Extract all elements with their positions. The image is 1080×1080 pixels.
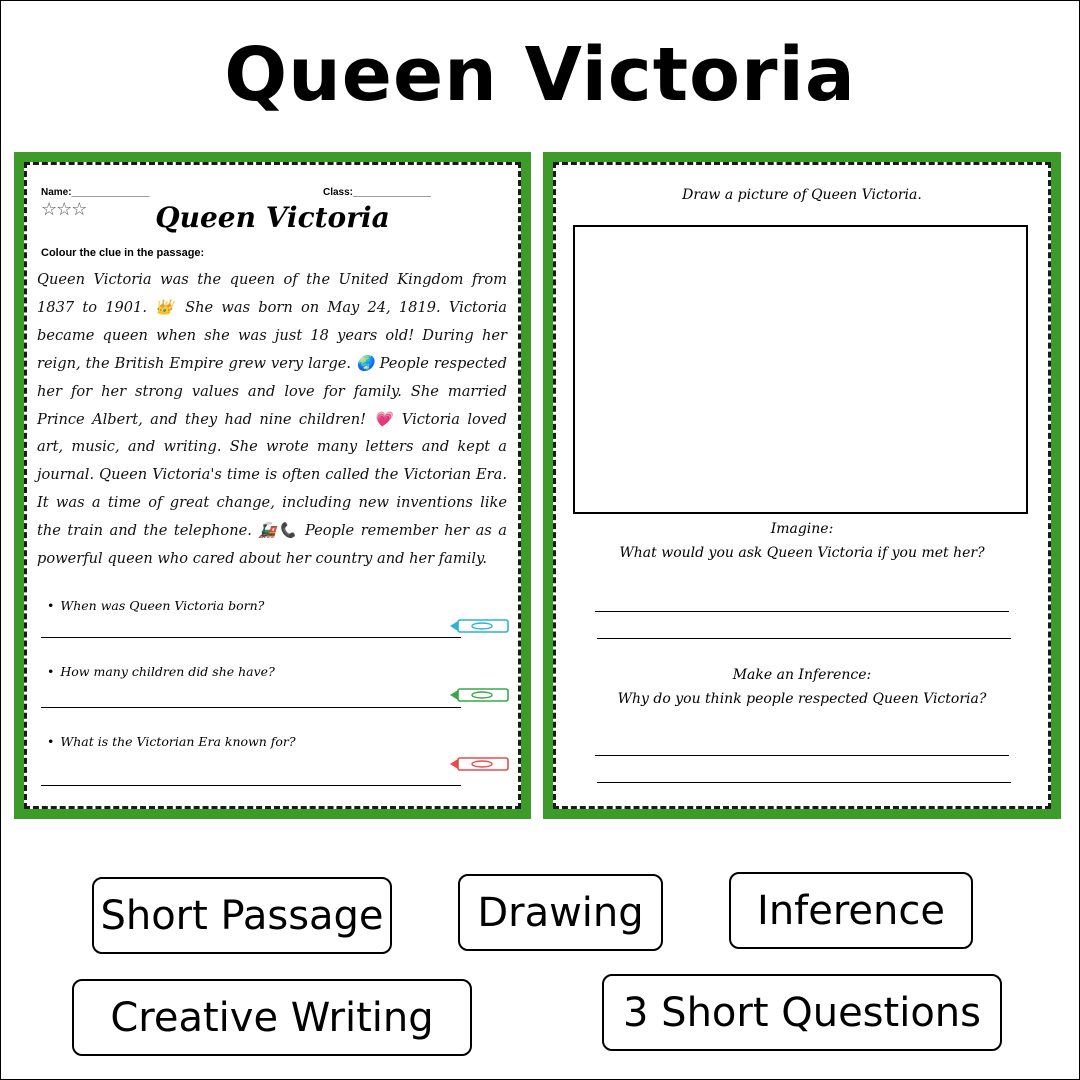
draw-prompt: Draw a picture of Queen Victoria. [682, 187, 922, 203]
answer-line[interactable] [41, 785, 461, 786]
worksheet-preview-passage [14, 152, 531, 819]
crayon-icon [450, 755, 512, 773]
answer-line[interactable] [41, 707, 461, 708]
crayon-icon [450, 617, 512, 635]
tag-short-passage[interactable]: Short Passage [92, 877, 392, 954]
worksheet-title: Queen Victoria [155, 201, 390, 234]
rating-stars-icon: ☆☆☆ [41, 199, 87, 220]
tag-creative-writing[interactable]: Creative Writing [72, 979, 472, 1056]
worksheet-preview-drawing [543, 152, 1061, 819]
answer-line[interactable] [595, 611, 1009, 612]
worksheet-instruction: Colour the clue in the passage: [41, 247, 205, 259]
worksheet-page [24, 162, 521, 809]
answer-line[interactable] [41, 637, 461, 638]
answer-line[interactable] [597, 782, 1011, 783]
page-title: Queen Victoria [224, 32, 856, 118]
question-item: • How many children did she have? [47, 664, 275, 679]
answer-line[interactable] [595, 755, 1009, 756]
answer-line[interactable] [597, 638, 1011, 639]
question-text: What is the Victorian Era known for? [60, 734, 296, 749]
inference-label: Make an Inference: [732, 667, 872, 683]
question-text: How many children did she have? [60, 664, 275, 679]
crayon-icon [450, 686, 512, 704]
question-text: When was Queen Victoria born? [60, 598, 265, 613]
reading-passage: Queen Victoria was the queen of the United Kingdom from 1837 to 1901. 👑 She was born on May 24, 1819. Victoria became queen when she was just 18 years old! During her reign, the British Empire grew very large. 🌏 People respected her for her strong values and love for family. She married Prince Albert, and they had nine children! 💗 Victoria loved art, music, and writing. She wrote many letters and kept a journal. Queen Victoria's time is often called the Victorian Era. It was a time of great change, including new inventions like the train and the telephone. 🚂📞 People remember her as a powerful queen who cared about her country and her family. [37, 271, 507, 568]
tag-3-short-questions[interactable]: 3 Short Questions [602, 974, 1002, 1051]
imagine-question: What would you ask Queen Victoria if you met her? [619, 545, 985, 561]
imagine-label: Imagine: [770, 521, 834, 537]
question-item: • What is the Victorian Era known for? [47, 734, 296, 749]
tag-drawing[interactable]: Drawing [458, 874, 663, 951]
class-field-label: Class:______________ [323, 187, 431, 198]
question-item: • When was Queen Victoria born? [47, 598, 265, 613]
tag-inference[interactable]: Inference [729, 872, 973, 949]
drawing-box[interactable] [573, 225, 1028, 514]
inference-question: Why do you think people respected Queen Victoria? [617, 691, 987, 707]
name-field-label: Name:______________ [41, 187, 150, 198]
worksheet-page [553, 162, 1051, 809]
